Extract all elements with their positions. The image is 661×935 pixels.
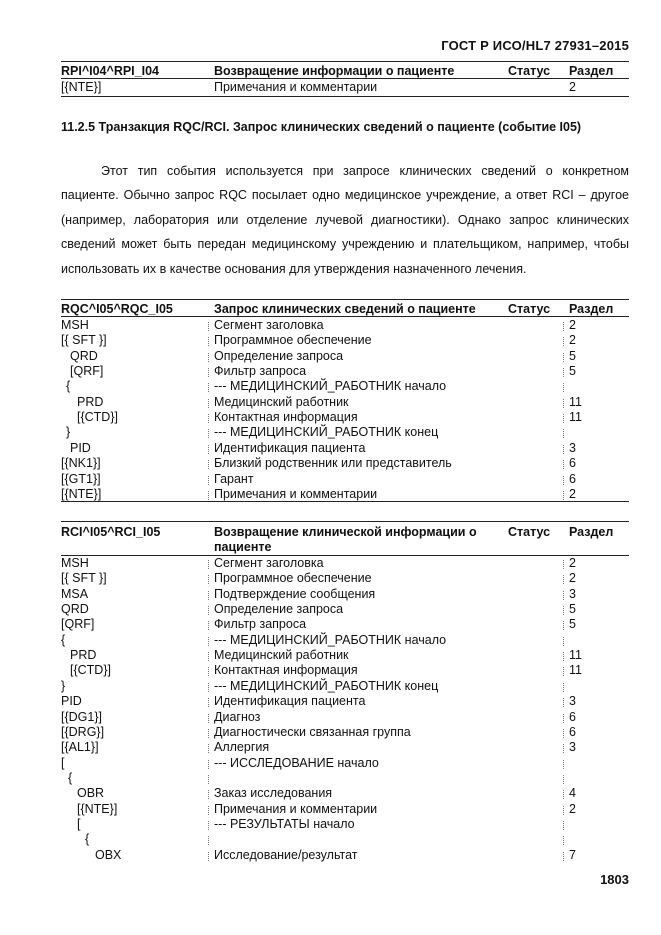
table3-row-segment: [{DRG}] <box>61 724 105 739</box>
table1-row-section: 2 <box>569 80 576 94</box>
column-separator <box>208 652 209 661</box>
table3-row-segment: PID <box>61 694 82 709</box>
table2-row-section: 6 <box>569 471 576 486</box>
table1-header-status: Статус <box>508 64 551 78</box>
column-separator <box>208 491 209 500</box>
table3-row-description: --- РЕЗУЛЬТАТЫ начало <box>214 816 355 831</box>
table3-row-section: 2 <box>569 556 576 570</box>
column-separator <box>208 852 209 861</box>
table3-row-segment: [QRF] <box>61 617 95 632</box>
table3-row-segment: [{AL1}] <box>61 740 99 755</box>
column-separator <box>208 806 209 815</box>
table3-row-description: Заказ исследования <box>214 786 333 801</box>
table3-header-rule <box>61 555 629 556</box>
column-separator <box>208 476 209 485</box>
table3-row-segment: [{NTE}] <box>77 801 118 816</box>
table3-row-description: Подтверждение сообщения <box>214 586 376 601</box>
table2-row-description: Идентификация пациента <box>214 440 366 455</box>
table3-header-description: Возвращение клинической информации о пациенте <box>214 525 477 554</box>
column-separator <box>208 460 209 469</box>
table2-row-description: Близкий родственник или представитель <box>214 456 452 471</box>
table2-row-description: Программное обеспечение <box>214 333 372 348</box>
column-separator <box>563 714 564 723</box>
table2-row-description: Фильтр запроса <box>214 364 307 379</box>
table1-row-description: Примечания и комментарии <box>214 80 378 94</box>
table2-row-section: 5 <box>569 348 576 363</box>
table3-row-description: Исследование/результат <box>214 847 358 862</box>
column-separator <box>563 637 564 646</box>
column-separator <box>208 368 209 377</box>
table2-header-description: Запрос клинических сведений о пациенте <box>214 302 476 316</box>
column-separator <box>563 667 564 676</box>
column-separator <box>208 383 209 392</box>
table2-row-segment: QRD <box>70 348 98 363</box>
column-separator <box>563 760 564 769</box>
column-separator <box>208 729 209 738</box>
column-separator <box>563 806 564 815</box>
table2-row-description: Медицинский работник <box>214 394 349 409</box>
table3-row-segment: [{DG1}] <box>61 709 102 724</box>
table3-row-section: 3 <box>569 740 576 755</box>
column-separator <box>563 476 564 485</box>
column-separator <box>563 322 564 331</box>
table2-row-section: 6 <box>569 456 576 471</box>
column-separator <box>208 714 209 723</box>
table2-row-description: Сегмент заголовка <box>214 318 324 332</box>
table3-row-section: 11 <box>569 648 582 663</box>
table3-row-segment: MSH <box>61 556 89 570</box>
table2-row-segment: MSH <box>61 318 89 332</box>
table3-row-segment: { <box>61 632 66 647</box>
table2-row-segment: [{NK1}] <box>61 456 101 471</box>
table2-row-description: --- МЕДИЦИНСКИЙ_РАБОТНИК конец <box>214 425 439 440</box>
table3-header-status: Статус <box>508 525 551 539</box>
column-separator <box>208 667 209 676</box>
table2-row-section: 2 <box>569 333 576 348</box>
table2-header-section: Раздел <box>569 302 614 316</box>
table2-row-description: Определение запроса <box>214 348 344 363</box>
table3-row-section: 3 <box>569 586 576 601</box>
column-separator <box>563 445 564 454</box>
table3-row-section: 4 <box>569 786 576 801</box>
table2-row-segment: { <box>66 379 71 394</box>
table2-row-segment: [{GT1}] <box>61 471 101 486</box>
table3-row-description: Сегмент заголовка <box>214 556 324 570</box>
table2-row-segment: } <box>66 425 71 440</box>
column-separator <box>208 322 209 331</box>
column-separator <box>563 491 564 500</box>
table2-header-status: Статус <box>508 302 551 316</box>
table2-row-description: Гарант <box>214 471 254 486</box>
column-separator <box>563 414 564 423</box>
page-number: 1803 <box>600 872 629 887</box>
table2-top-rule <box>61 299 629 300</box>
table3-row-segment: PRD <box>70 648 97 663</box>
column-separator <box>563 621 564 630</box>
table2-row-section: 11 <box>569 410 582 425</box>
column-separator <box>208 760 209 769</box>
table1-header-rule <box>61 78 629 79</box>
table2-bottom-rule <box>61 501 629 502</box>
column-separator <box>208 560 209 569</box>
table3-row-section: 5 <box>569 617 576 632</box>
table3-row-section: 5 <box>569 602 576 617</box>
table3-row-section: 11 <box>569 663 582 678</box>
table2-row-segment: [{ SFT }] <box>61 333 107 348</box>
table3-row-segment: [ <box>77 816 81 831</box>
column-separator <box>208 744 209 753</box>
column-separator <box>208 698 209 707</box>
column-separator <box>563 744 564 753</box>
column-separator <box>208 790 209 799</box>
table1-header-segment: RPI^I04^RPI_I04 <box>61 64 159 78</box>
column-separator <box>563 560 564 569</box>
table3-row-segment: OBR <box>77 786 105 801</box>
table3-row-section: 6 <box>569 709 576 724</box>
table2-row-segment: [QRF] <box>70 364 104 379</box>
column-separator <box>563 652 564 661</box>
table3-row-segment: QRD <box>61 602 89 617</box>
table3-row-description: --- МЕДИЦИНСКИЙ_РАБОТНИК начало <box>214 632 447 647</box>
column-separator <box>208 429 209 438</box>
column-separator <box>208 683 209 692</box>
column-separator <box>208 775 209 784</box>
table3-row-segment: } <box>61 678 66 693</box>
column-separator <box>208 353 209 362</box>
table2-row-description: Примечания и комментарии <box>214 486 378 501</box>
table3-row-description: Фильтр запроса <box>214 617 307 632</box>
table3-row-section: 7 <box>569 847 576 862</box>
table3-header-section: Раздел <box>569 525 614 539</box>
table3-row-segment: [{ SFT }] <box>61 571 107 586</box>
table3-row-section: 6 <box>569 724 576 739</box>
section-title: 11.2.5 Транзакция RQC/RCI. Запрос клинических сведений о пациенте (событие I05) <box>61 120 582 134</box>
table3-row-section: 3 <box>569 694 576 709</box>
column-separator <box>563 353 564 362</box>
table2-row-section: 2 <box>569 318 576 332</box>
column-separator <box>208 836 209 845</box>
column-separator <box>208 821 209 830</box>
table3-row-description: Идентификация пациента <box>214 694 366 709</box>
table3-row-description: Диагностически связанная группа <box>214 724 411 739</box>
column-separator <box>563 591 564 600</box>
column-separator <box>563 383 564 392</box>
column-separator <box>563 606 564 615</box>
section-paragraph: Этот тип события используется при запросе клинических сведений о конкретном пациенте. Обычно запрос RQC посылает одно медицинское учреждение, а ответ RCI – другое (например, лаборатория или отделение лучевой диагностики). Однако запрос клинических сведений может быть передан медицинскому учреждению и плательщиком, например, чтобы использовать их в качестве основания для утверждения назначенного лечения. <box>61 164 629 276</box>
column-separator <box>563 575 564 584</box>
document-id: ГОСТ Р ИСО/HL7 27931–2015 <box>441 38 629 53</box>
table3-row-segment: [{CTD}] <box>70 663 111 678</box>
table3-row-description: Контактная информация <box>214 663 358 678</box>
table2-row-section: 2 <box>569 486 576 501</box>
column-separator <box>563 775 564 784</box>
column-separator <box>563 821 564 830</box>
table3-row-description: --- МЕДИЦИНСКИЙ_РАБОТНИК конец <box>214 678 439 693</box>
table3-header-segment: RCI^I05^RCI_I05 <box>61 525 161 539</box>
table2-row-section: 5 <box>569 364 576 379</box>
table2-row-section: 11 <box>569 394 582 409</box>
column-separator <box>563 836 564 845</box>
column-separator <box>208 637 209 646</box>
column-separator <box>563 729 564 738</box>
column-separator <box>563 429 564 438</box>
table2-row-segment: PID <box>70 440 91 455</box>
table3-row-description: Диагноз <box>214 709 261 724</box>
column-separator <box>208 414 209 423</box>
table3-row-description: Примечания и комментарии <box>214 801 378 816</box>
table3-row-segment: { <box>85 832 90 847</box>
table1-row-segment: [{NTE}] <box>61 80 102 94</box>
table3-row-segment: MSA <box>61 586 89 601</box>
table2-header-rule <box>61 316 629 317</box>
column-separator <box>208 621 209 630</box>
column-separator <box>208 591 209 600</box>
table3-row-segment: OBX <box>95 847 122 862</box>
column-separator <box>563 368 564 377</box>
column-separator <box>208 606 209 615</box>
table2-row-section: 3 <box>569 440 576 455</box>
column-separator <box>563 337 564 346</box>
table3-row-description: Аллергия <box>214 740 270 755</box>
table1-bottom-rule <box>61 96 629 97</box>
column-separator <box>563 698 564 707</box>
table1-header-section: Раздел <box>569 64 614 78</box>
column-separator <box>208 445 209 454</box>
table2-row-segment: [{NTE}] <box>61 486 102 501</box>
table3-row-description: Определение запроса <box>214 602 344 617</box>
table3-top-rule <box>61 521 629 522</box>
column-separator <box>563 683 564 692</box>
column-separator <box>563 852 564 861</box>
table2-row-segment: PRD <box>77 394 104 409</box>
table3-row-segment: { <box>68 770 73 785</box>
column-separator <box>208 337 209 346</box>
table2-row-segment: [{CTD}] <box>77 410 118 425</box>
table3-row-description: Программное обеспечение <box>214 571 372 586</box>
table2-header-segment: RQC^I05^RQC_I05 <box>61 302 173 316</box>
table1-top-rule <box>61 61 629 62</box>
table3-row-section: 2 <box>569 801 576 816</box>
table1-header-description: Возвращение информации о пациенте <box>214 64 455 78</box>
table2-row-description: --- МЕДИЦИНСКИЙ_РАБОТНИК начало <box>214 379 447 394</box>
table3-row-description: Медицинский работник <box>214 648 349 663</box>
table3-row-segment: [ <box>61 755 65 770</box>
column-separator <box>208 399 209 408</box>
column-separator <box>563 460 564 469</box>
table3-row-description: --- ИССЛЕДОВАНИЕ начало <box>214 755 379 770</box>
column-separator <box>563 790 564 799</box>
column-separator <box>208 575 209 584</box>
column-separator <box>563 399 564 408</box>
table2-row-description: Контактная информация <box>214 410 358 425</box>
table3-row-section: 2 <box>569 571 576 586</box>
